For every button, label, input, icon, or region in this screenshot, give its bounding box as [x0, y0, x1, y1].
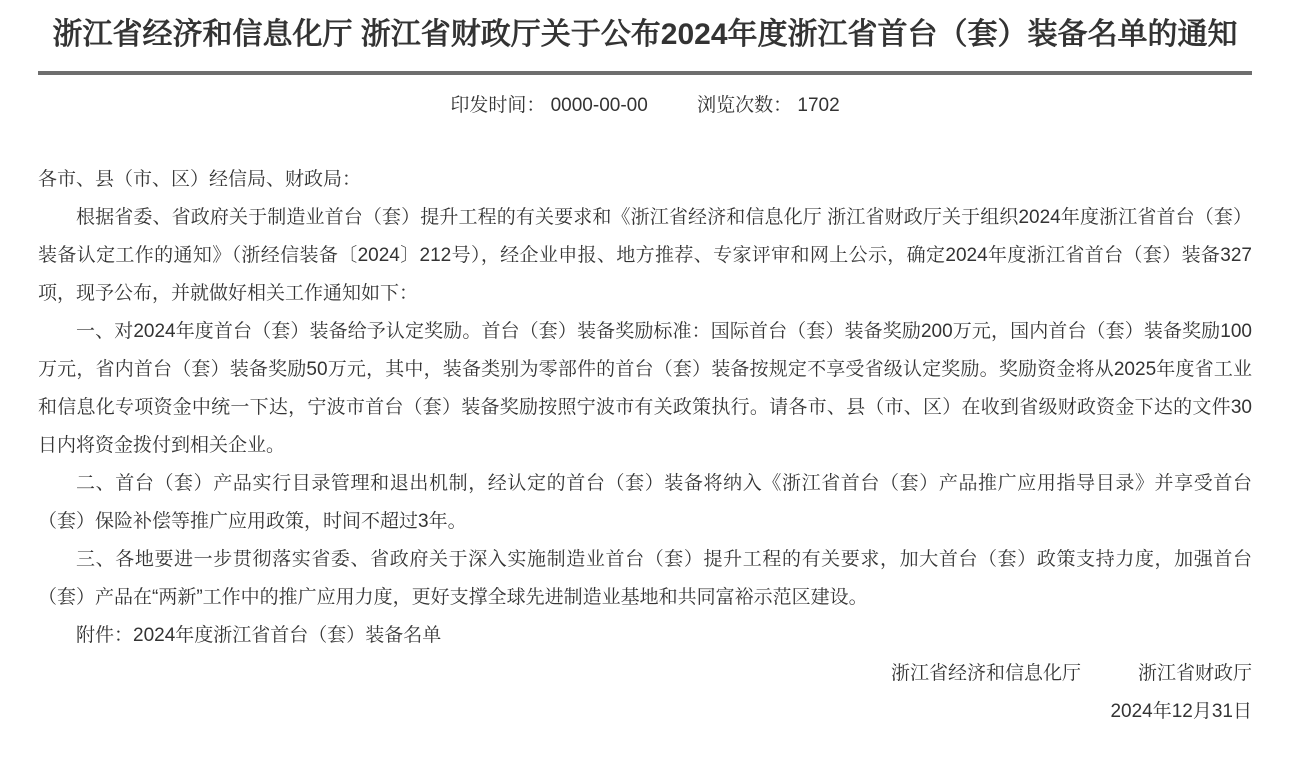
attachment-line: 附件：2024年度浙江省首台（套）装备名单	[76, 625, 442, 646]
signature-line	[38, 655, 1252, 693]
print-date	[450, 92, 648, 119]
view-count	[697, 92, 840, 119]
view-count-label: 浏览次数：	[697, 95, 793, 116]
paragraph-item-2: 二、首台（套）产品实行目录管理和退出机制，经认定的首台（套）装备将纳入《浙江省首台（套）产品推广应用指导目录》并享受首台（套）保险补偿等推广应用政策，时间不超过3年。	[38, 473, 1252, 532]
page-title: 浙江省经济和信息化厅 浙江省财政厅关于公布2024年度浙江省首台（套）装备名单的通知	[52, 18, 1238, 51]
title-divider	[38, 71, 1252, 75]
signature-date: 2024年12月31日	[1110, 701, 1252, 722]
notice-body	[38, 161, 1252, 731]
salutation: 各市、县（市、区）经信局、财政局：	[38, 169, 362, 190]
signature-agency-2: 浙江省财政厅	[1137, 663, 1252, 684]
paragraph-item-3: 三、各地要进一步贯彻落实省委、省政府关于深入实施制造业首台（套）提升工程的有关要求，加大首台（套）政策支持力度，加强首台（套）产品在“两新”工作中的推广应用力度，更好支撑全球先进制造业基地和共同富裕示范区建设。	[38, 549, 1252, 608]
notice-article	[38, 0, 1252, 731]
view-count-value: 1702	[797, 95, 840, 116]
paragraph-intro: 根据省委、省政府关于制造业首台（套）提升工程的有关要求和《浙江省经济和信息化厅 浙江省财政厅关于组织2024年度浙江省首台（套）装备认定工作的通知》（浙经信装备〔2024〕212号），经企业申报、地方推荐、专家评审和网上公示，确定2024年度浙江省首台（套）装备327项，现予公布，并就做好相关工作通知如下：	[38, 207, 1252, 304]
signature-agency-1: 浙江省经济和信息化厅	[890, 663, 1081, 684]
print-date-value: 0000-00-00	[550, 95, 648, 116]
paragraph-item-1: 一、对2024年度首台（套）装备给予认定奖励。首台（套）装备奖励标准：国际首台（套）装备奖励200万元，国内首台（套）装备奖励100万元，省内首台（套）装备奖励50万元，其中，装备类别为零部件的首台（套）装备按规定不享受省级认定奖励。奖励资金将从2025年度省工业和信息化专项资金中统一下达，宁波市首台（套）装备奖励按照宁波市有关政策执行。请各市、县（市、区）在收到省级财政资金下达的文件30日内将资金拨付到相关企业。	[38, 321, 1252, 456]
print-date-label: 印发时间：	[450, 95, 546, 116]
meta-bar	[38, 92, 1252, 119]
